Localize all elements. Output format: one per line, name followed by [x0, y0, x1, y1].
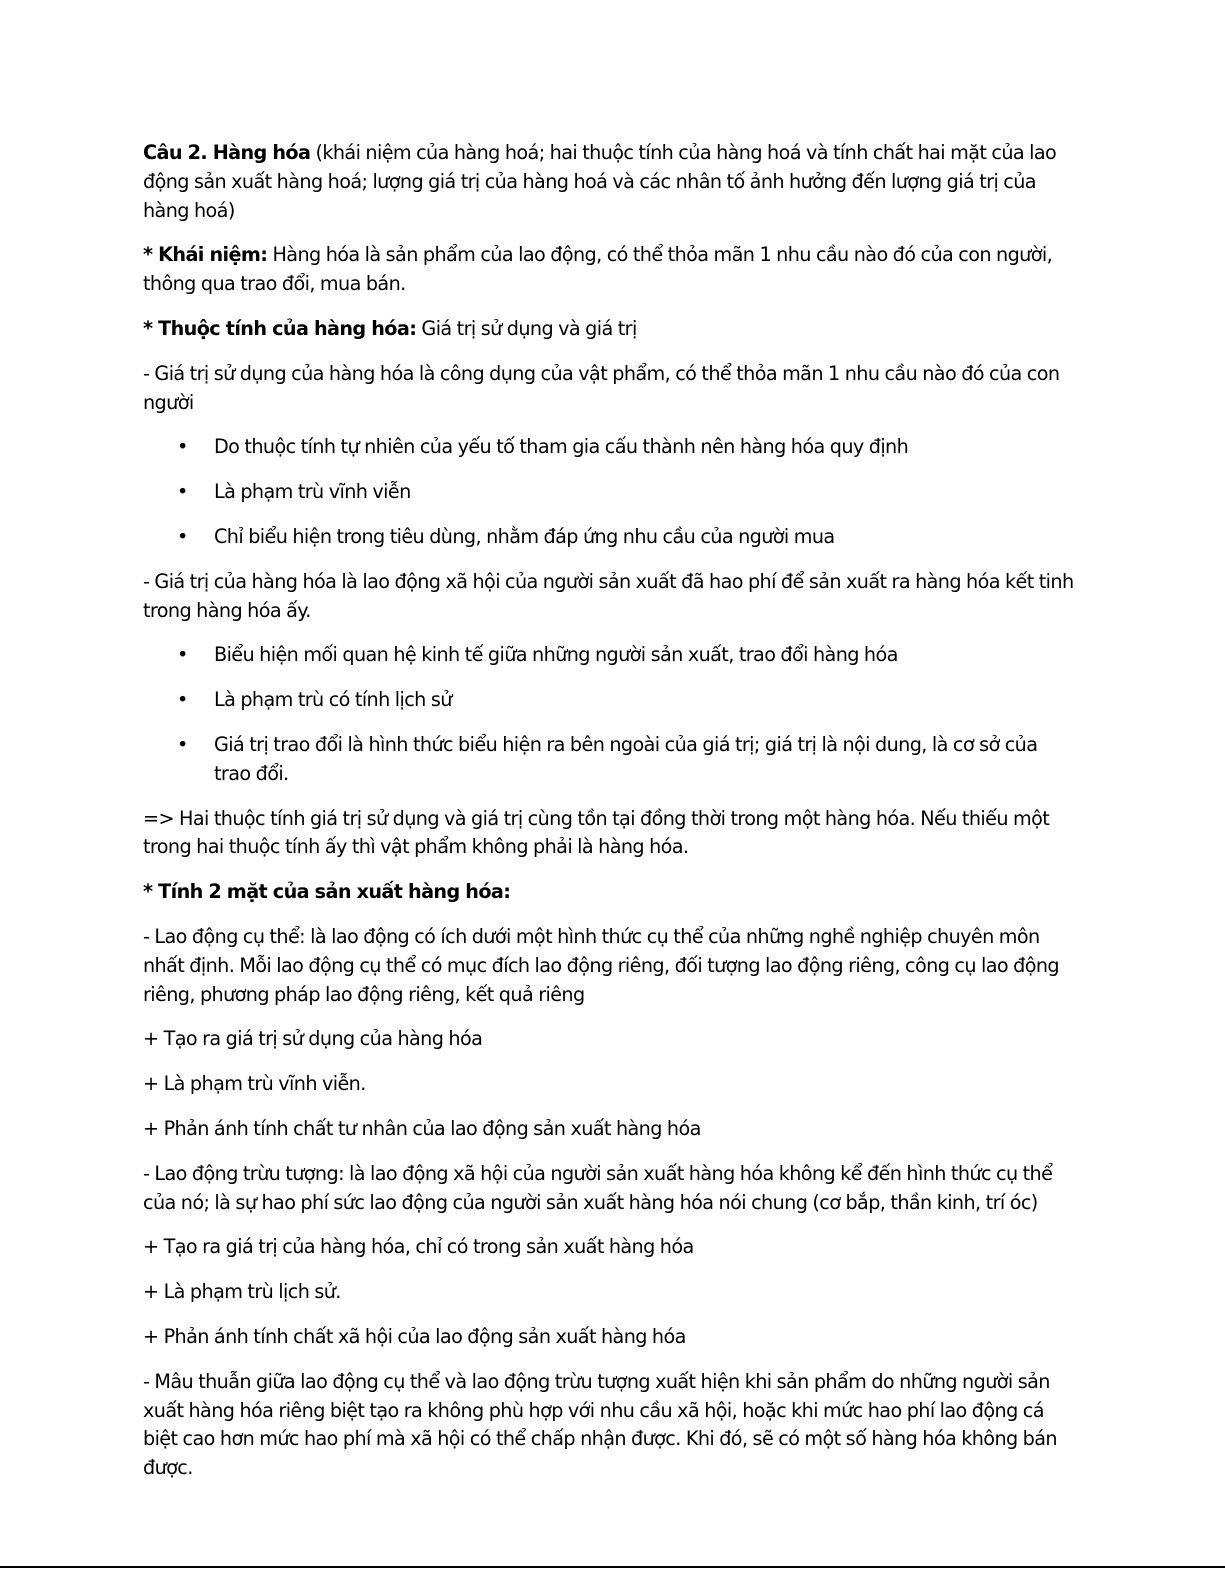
concrete-labor-point: + Phản ánh tính chất tư nhân của lao động sản xuất hàng hóa: [143, 1116, 701, 1140]
attributes-label: * Thuộc tính của hàng hóa:: [143, 316, 417, 340]
concept-paragraph: [143, 241, 1078, 299]
list-item: [143, 731, 1078, 789]
abstract-labor-point: + Là phạm trù lịch sử.: [143, 1280, 341, 1304]
bullet-icon: •: [177, 688, 188, 712]
value-paragraph: - Giá trị của hàng hóa là lao động xã hội của người sản xuất đã hao phí để sản xuất ra hàng hóa kết tinh trong hàng hóa ấy.: [143, 569, 1074, 622]
list-item: [143, 686, 1078, 715]
bullet-icon: •: [177, 524, 188, 548]
concept-text: Hàng hóa là sản phẩm của lao động, có thể thỏa mãn 1 nhu cầu nào đó của con người, thông qua trao đổi, mua bán.: [143, 243, 1053, 296]
attributes-text: Giá trị sử dụng và giá trị: [416, 316, 637, 340]
list-item: [143, 478, 1078, 507]
question-heading: [143, 139, 1078, 225]
two-sides-label: * Tính 2 mặt của sản xuất hàng hóa:: [143, 880, 511, 904]
concept-label: * Khái niệm:: [143, 243, 268, 267]
bullet-icon: •: [177, 732, 188, 756]
document-page: [143, 139, 1078, 1499]
bullet-icon: •: [177, 643, 188, 667]
abstract-labor-point: + Phản ánh tính chất xã hội của lao động sản xuất hàng hóa: [143, 1324, 686, 1348]
list-item-text: Chỉ biểu hiện trong tiêu dùng, nhằm đáp ứng nhu cầu của người mua: [214, 524, 835, 548]
list-item-text: Giá trị trao đổi là hình thức biểu hiện ra bên ngoài của giá trị; giá trị là nội dung, là cơ sở của trao đổi.: [214, 732, 1038, 785]
use-value-bullet-list: [143, 433, 1078, 551]
use-value-paragraph: - Giá trị sử dụng của hàng hóa là công dụng của vật phẩm, có thể thỏa mãn 1 nhu cầu nào đó của con người: [143, 361, 1060, 414]
abstract-labor-paragraph: - Lao động trừu tượng: là lao động xã hội của người sản xuất hàng hóa không kể đến hình thức cụ thể của nó; là sự hao phí sức lao động của người sản xuất hàng hóa nói chung (cơ bắp, thần kinh, trí óc): [143, 1161, 1053, 1214]
concrete-labor-point: + Tạo ra giá trị sử dụng của hàng hóa: [143, 1027, 483, 1051]
list-item: [143, 433, 1078, 462]
attributes-paragraph: [143, 315, 1078, 344]
contradiction-paragraph: - Mâu thuẫn giữa lao động cụ thể và lao động trừu tượng xuất hiện khi sản phẩm do những người sản xuất hàng hóa riêng biệt tạo ra không phù hợp với nhu cầu xã hội, hoặc khi mức hao phí lao động cá biệt cao hơn mức hao phí mà xã hội có thể chấp nhận được. Khi đó, sẽ có một số hàng hóa không bán được.: [143, 1369, 1057, 1480]
two-sides-heading: [143, 878, 1078, 907]
heading-title: Câu 2. Hàng hóa: [143, 141, 311, 164]
list-item-text: Biểu hiện mối quan hệ kinh tế giữa những người sản xuất, trao đổi hàng hóa: [214, 643, 898, 667]
bullet-icon: •: [177, 480, 188, 504]
conclusion-paragraph: => Hai thuộc tính giá trị sử dụng và giá trị cùng tồn tại đồng thời trong một hàng hóa. Nếu thiếu một trong hai thuộc tính ấy thì vật phẩm không phải là hàng hóa.: [143, 806, 1050, 859]
abstract-labor-point: + Tạo ra giá trị của hàng hóa, chỉ có trong sản xuất hàng hóa: [143, 1235, 694, 1259]
heading-description: (khái niệm của hàng hoá; hai thuộc tính của hàng hoá và tính chất hai mặt của lao động sản xuất hàng hoá; lượng giá trị của hàng hoá và các nhân tố ảnh hưởng đến lượng giá trị của hàng hoá): [143, 141, 1057, 222]
list-item-text: Do thuộc tính tự nhiên của yếu tố tham gia cấu thành nên hàng hóa quy định: [214, 435, 909, 459]
value-bullet-list: [143, 641, 1078, 788]
concrete-labor-paragraph: - Lao động cụ thể: là lao động có ích dưới một hình thức cụ thể của những nghề nghiệp chuyên môn nhất định. Mỗi lao động cụ thể có mục đích lao động riêng, đối tượng lao động riêng, công cụ lao động riêng, phương pháp lao động riêng, kết quả riêng: [143, 924, 1059, 1006]
page-bottom-divider: [0, 1566, 1225, 1568]
list-item-text: Là phạm trù vĩnh viễn: [214, 480, 411, 504]
bullet-icon: •: [177, 435, 188, 459]
list-item-text: Là phạm trù có tính lịch sử: [214, 688, 452, 712]
concrete-labor-point: + Là phạm trù vĩnh viễn.: [143, 1072, 366, 1096]
list-item: [143, 641, 1078, 670]
list-item: [143, 523, 1078, 552]
